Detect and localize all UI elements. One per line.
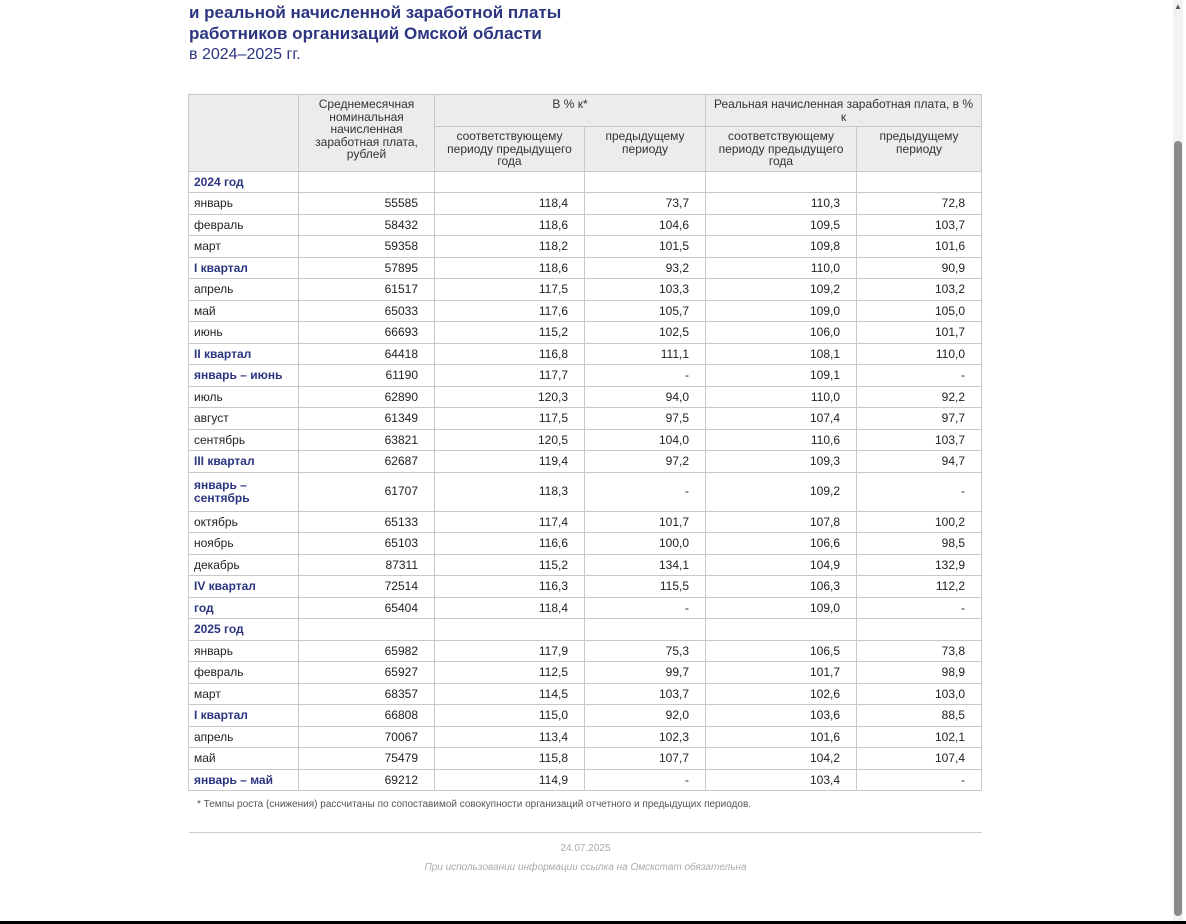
real-prev-period-cell: -: [857, 769, 982, 791]
table-row: [189, 705, 982, 727]
real-prev-period-cell: 103,2: [857, 279, 982, 301]
nominal-wage-cell: 61190: [299, 365, 435, 387]
pct-prev-period-cell: 102,5: [585, 322, 706, 344]
real-prev-period-cell: 110,0: [857, 343, 982, 365]
real-corr-period-cell: 106,3: [706, 576, 857, 598]
real-corr-period-cell: 110,3: [706, 193, 857, 215]
pct-prev-period-cell: 97,5: [585, 408, 706, 430]
table-row: [189, 300, 982, 322]
table-row: [189, 769, 982, 791]
pct-corr-period-cell: 115,2: [435, 554, 585, 576]
real-corr-period-cell: 101,7: [706, 662, 857, 684]
nominal-wage-cell: 65927: [299, 662, 435, 684]
real-corr-period-cell: 106,6: [706, 533, 857, 555]
pct-corr-period-cell: 114,9: [435, 769, 585, 791]
header-corr-period: соответствующему периоду предыдущего года: [435, 127, 585, 172]
real-corr-period-cell: 108,1: [706, 343, 857, 365]
real-prev-period-cell: -: [857, 365, 982, 387]
table-row: [189, 451, 982, 473]
pct-prev-period-cell: -: [585, 365, 706, 387]
real-corr-period-cell: 109,2: [706, 472, 857, 511]
pct-prev-period-cell: 104,6: [585, 214, 706, 236]
nominal-wage-cell: 75479: [299, 748, 435, 770]
pct-prev-period-cell: 134,1: [585, 554, 706, 576]
real-prev-period-cell: 98,5: [857, 533, 982, 555]
nominal-wage-cell: 72514: [299, 576, 435, 598]
vertical-scrollbar[interactable]: [1173, 0, 1183, 924]
real-corr-period-cell: 104,9: [706, 554, 857, 576]
nominal-wage-cell: 57895: [299, 257, 435, 279]
real-prev-period-cell: 100,2: [857, 511, 982, 533]
nominal-wage-cell: 87311: [299, 554, 435, 576]
nominal-wage-cell: 65133: [299, 511, 435, 533]
page-title: [189, 2, 889, 65]
real-prev-period-cell: -: [857, 597, 982, 619]
row-label: август: [189, 408, 299, 430]
pct-prev-period-cell: 93,2: [585, 257, 706, 279]
pct-prev-period-cell: 107,7: [585, 748, 706, 770]
real-prev-period-cell: 107,4: [857, 748, 982, 770]
row-label: май: [189, 748, 299, 770]
row-label: III квартал: [189, 451, 299, 473]
header-prev-period: предыдущему периоду: [585, 127, 706, 172]
real-corr-period-cell: 102,6: [706, 683, 857, 705]
table-row: [189, 429, 982, 451]
pct-prev-period-cell: 100,0: [585, 533, 706, 555]
header-percent-group: В % к*: [435, 95, 706, 127]
nominal-wage-cell: 68357: [299, 683, 435, 705]
triangle-up-icon[interactable]: ▲: [1174, 2, 1182, 11]
nominal-wage-cell: 62890: [299, 386, 435, 408]
real-corr-period-cell: 109,3: [706, 451, 857, 473]
table-row: [189, 214, 982, 236]
row-label: I квартал: [189, 705, 299, 727]
real-prev-period-cell: 105,0: [857, 300, 982, 322]
real-prev-period-cell: 88,5: [857, 705, 982, 727]
real-prev-period-cell: 103,7: [857, 214, 982, 236]
nominal-wage-cell: 61349: [299, 408, 435, 430]
real-corr-period-cell: 103,4: [706, 769, 857, 791]
title-line-2: работников организаций Омской области: [189, 24, 542, 43]
divider: [189, 832, 982, 833]
pct-corr-period-cell: 117,6: [435, 300, 585, 322]
table-row: [189, 386, 982, 408]
table-body: [189, 171, 982, 791]
wages-table: [188, 94, 982, 791]
row-label: декабрь: [189, 554, 299, 576]
row-label: май: [189, 300, 299, 322]
source-note: При использовании информации ссылка на Омскстат обязательна: [424, 862, 747, 873]
pct-corr-period-cell: 117,7: [435, 365, 585, 387]
header-nominal: Среднемесячная номинальная начисленная заработная плата, рублей: [299, 95, 435, 172]
real-prev-period-cell: 98,9: [857, 662, 982, 684]
nominal-wage-cell: 59358: [299, 236, 435, 258]
pct-corr-period-cell: 118,6: [435, 214, 585, 236]
pct-corr-period-cell: 112,5: [435, 662, 585, 684]
pct-prev-period-cell: [585, 171, 706, 193]
table-row: [189, 640, 982, 662]
pct-prev-period-cell: 97,2: [585, 451, 706, 473]
real-corr-period-cell: 109,0: [706, 300, 857, 322]
pct-corr-period-cell: 118,3: [435, 472, 585, 511]
real-corr-period-cell: 107,4: [706, 408, 857, 430]
real-corr-period-cell: 101,6: [706, 726, 857, 748]
real-prev-period-cell: 92,2: [857, 386, 982, 408]
row-label: февраль: [189, 662, 299, 684]
footnote: * Темпы роста (снижения) рассчитаны по сопоставимой совокупности организаций отчетного и предыдущих периодов.: [197, 799, 752, 810]
pct-corr-period-cell: 118,4: [435, 597, 585, 619]
real-corr-period-cell: 104,2: [706, 748, 857, 770]
row-label: II квартал: [189, 343, 299, 365]
pct-corr-period-cell: 120,5: [435, 429, 585, 451]
real-prev-period-cell: [857, 619, 982, 641]
table-header-row: [189, 95, 982, 127]
real-prev-period-cell: 94,7: [857, 451, 982, 473]
pct-prev-period-cell: 102,3: [585, 726, 706, 748]
real-prev-period-cell: 90,9: [857, 257, 982, 279]
row-label: I квартал: [189, 257, 299, 279]
pct-corr-period-cell: 117,5: [435, 408, 585, 430]
real-corr-period-cell: 109,1: [706, 365, 857, 387]
header-empty-cell: [189, 95, 299, 172]
table-row: [189, 365, 982, 387]
pct-prev-period-cell: 104,0: [585, 429, 706, 451]
pct-corr-period-cell: 115,0: [435, 705, 585, 727]
row-label: сентябрь: [189, 429, 299, 451]
row-label: январь – сентябрь: [189, 472, 299, 511]
nominal-wage-cell: 63821: [299, 429, 435, 451]
pct-prev-period-cell: -: [585, 472, 706, 511]
pct-prev-period-cell: 105,7: [585, 300, 706, 322]
header-real-corr-period: соответствующему периоду предыдущего года: [706, 127, 857, 172]
real-corr-period-cell: 106,5: [706, 640, 857, 662]
real-corr-period-cell: 109,5: [706, 214, 857, 236]
table-row: [189, 662, 982, 684]
pct-corr-period-cell: 118,6: [435, 257, 585, 279]
row-label: январь – май: [189, 769, 299, 791]
pct-prev-period-cell: 111,1: [585, 343, 706, 365]
real-corr-period-cell: 109,8: [706, 236, 857, 258]
pct-prev-period-cell: 92,0: [585, 705, 706, 727]
row-label: апрель: [189, 279, 299, 301]
real-prev-period-cell: 101,6: [857, 236, 982, 258]
table-row: [189, 511, 982, 533]
nominal-wage-cell: 64418: [299, 343, 435, 365]
pct-corr-period-cell: 120,3: [435, 386, 585, 408]
header-real-group: Реальная начисленная заработная плата, в % к: [706, 95, 982, 127]
row-label: февраль: [189, 214, 299, 236]
real-prev-period-cell: 101,7: [857, 322, 982, 344]
real-corr-period-cell: 109,0: [706, 597, 857, 619]
nominal-wage-cell: 65033: [299, 300, 435, 322]
row-label: IV квартал: [189, 576, 299, 598]
pct-corr-period-cell: 118,2: [435, 236, 585, 258]
row-label: июль: [189, 386, 299, 408]
pct-corr-period-cell: [435, 171, 585, 193]
real-corr-period-cell: [706, 171, 857, 193]
pct-prev-period-cell: 115,5: [585, 576, 706, 598]
row-label: март: [189, 683, 299, 705]
nominal-wage-cell: 65404: [299, 597, 435, 619]
pct-prev-period-cell: 94,0: [585, 386, 706, 408]
real-corr-period-cell: 106,0: [706, 322, 857, 344]
row-label: ноябрь: [189, 533, 299, 555]
pct-prev-period-cell: [585, 619, 706, 641]
pct-prev-period-cell: 75,3: [585, 640, 706, 662]
pct-prev-period-cell: 103,3: [585, 279, 706, 301]
table-row: [189, 257, 982, 279]
table-row: [189, 748, 982, 770]
real-corr-period-cell: 110,0: [706, 257, 857, 279]
publication-date: 24.07.2025: [560, 843, 611, 854]
nominal-wage-cell: 61707: [299, 472, 435, 511]
table-row: [189, 683, 982, 705]
table-row: [189, 533, 982, 555]
row-label: 2024 год: [189, 171, 299, 193]
pct-corr-period-cell: 117,9: [435, 640, 585, 662]
row-label: 2025 год: [189, 619, 299, 641]
pct-prev-period-cell: -: [585, 597, 706, 619]
real-corr-period-cell: 110,6: [706, 429, 857, 451]
real-prev-period-cell: 112,2: [857, 576, 982, 598]
nominal-wage-cell: 70067: [299, 726, 435, 748]
title-line-1: и реальной начисленной заработной платы: [189, 3, 562, 22]
nominal-wage-cell: 66808: [299, 705, 435, 727]
row-label: январь – июнь: [189, 365, 299, 387]
pct-corr-period-cell: 115,2: [435, 322, 585, 344]
nominal-wage-cell: [299, 619, 435, 641]
nominal-wage-cell: 66693: [299, 322, 435, 344]
pct-prev-period-cell: 73,7: [585, 193, 706, 215]
pct-prev-period-cell: 103,7: [585, 683, 706, 705]
row-label: год: [189, 597, 299, 619]
pct-corr-period-cell: 114,5: [435, 683, 585, 705]
table-row: [189, 343, 982, 365]
real-prev-period-cell: 132,9: [857, 554, 982, 576]
real-prev-period-cell: 73,8: [857, 640, 982, 662]
row-label: июнь: [189, 322, 299, 344]
real-corr-period-cell: [706, 619, 857, 641]
pct-corr-period-cell: 116,8: [435, 343, 585, 365]
pct-corr-period-cell: 117,5: [435, 279, 585, 301]
table-row: [189, 472, 982, 511]
table-row: [189, 554, 982, 576]
pct-corr-period-cell: 117,4: [435, 511, 585, 533]
table-row: [189, 171, 982, 193]
scrollbar-thumb[interactable]: [1174, 141, 1182, 916]
pct-corr-period-cell: 119,4: [435, 451, 585, 473]
title-subtitle: в 2024–2025 гг.: [189, 46, 301, 63]
real-prev-period-cell: 72,8: [857, 193, 982, 215]
table-row: [189, 322, 982, 344]
real-prev-period-cell: 103,0: [857, 683, 982, 705]
real-corr-period-cell: 103,6: [706, 705, 857, 727]
table-row: [189, 726, 982, 748]
real-corr-period-cell: 107,8: [706, 511, 857, 533]
pct-prev-period-cell: 101,5: [585, 236, 706, 258]
nominal-wage-cell: 61517: [299, 279, 435, 301]
pct-prev-period-cell: 99,7: [585, 662, 706, 684]
row-label: март: [189, 236, 299, 258]
row-label: январь: [189, 640, 299, 662]
row-label: апрель: [189, 726, 299, 748]
real-corr-period-cell: 109,2: [706, 279, 857, 301]
pct-prev-period-cell: -: [585, 769, 706, 791]
nominal-wage-cell: 55585: [299, 193, 435, 215]
nominal-wage-cell: 65982: [299, 640, 435, 662]
pct-corr-period-cell: 113,4: [435, 726, 585, 748]
real-prev-period-cell: 97,7: [857, 408, 982, 430]
table-row: [189, 597, 982, 619]
pct-corr-period-cell: [435, 619, 585, 641]
nominal-wage-cell: 69212: [299, 769, 435, 791]
real-prev-period-cell: [857, 171, 982, 193]
pct-corr-period-cell: 116,6: [435, 533, 585, 555]
real-prev-period-cell: 102,1: [857, 726, 982, 748]
table-row: [189, 279, 982, 301]
real-prev-period-cell: 103,7: [857, 429, 982, 451]
nominal-wage-cell: 58432: [299, 214, 435, 236]
table-row: [189, 408, 982, 430]
header-real-prev-period: предыдущему периоду: [857, 127, 982, 172]
row-label: январь: [189, 193, 299, 215]
nominal-wage-cell: 65103: [299, 533, 435, 555]
nominal-wage-cell: 62687: [299, 451, 435, 473]
table-row: [189, 236, 982, 258]
pct-corr-period-cell: 116,3: [435, 576, 585, 598]
table-row: [189, 576, 982, 598]
table-row: [189, 193, 982, 215]
pct-corr-period-cell: 118,4: [435, 193, 585, 215]
nominal-wage-cell: [299, 171, 435, 193]
table-row: [189, 619, 982, 641]
real-prev-period-cell: -: [857, 472, 982, 511]
pct-corr-period-cell: 115,8: [435, 748, 585, 770]
row-label: октябрь: [189, 511, 299, 533]
pct-prev-period-cell: 101,7: [585, 511, 706, 533]
real-corr-period-cell: 110,0: [706, 386, 857, 408]
